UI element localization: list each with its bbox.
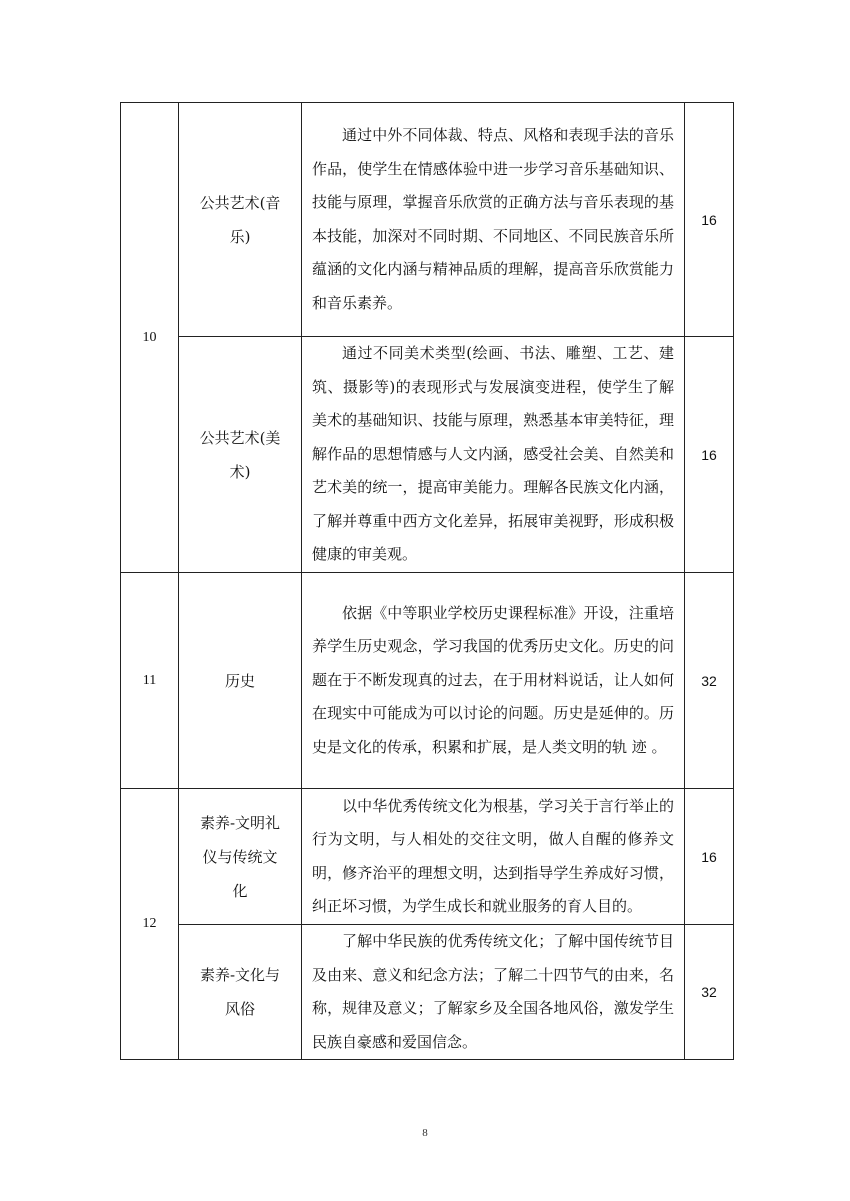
row-number: 12	[121, 789, 179, 1060]
course-hours: 32	[685, 925, 734, 1060]
course-description	[302, 789, 685, 925]
course-description-text: 了解中华民族的优秀传统文化；了解中国传统节目及由来、意义和纪念方法；了解二十四节气的由来，名称，规律及意义；了解家乡及全国各地风俗，激发学生民族自豪感和爱国信念。	[312, 932, 674, 1051]
row-number: 11	[121, 573, 179, 789]
course-name-text: 公共艺术(音乐)	[199, 193, 281, 246]
row-number: 10	[121, 103, 179, 573]
table-row	[121, 103, 734, 337]
course-name-text: 素养-文化与风俗	[199, 966, 281, 1018]
page-number: 8	[422, 1127, 428, 1139]
course-hours: 16	[685, 789, 734, 925]
course-name	[179, 925, 302, 1060]
course-description-text: 通过中外不同体裁、特点、风格和表现手法的音乐作品，使学生在情感体验中进一步学习音乐基础知识、技能与原理，掌握音乐欣赏的正确方法与音乐表现的基本技能，加深对不同时期、不同地区、不同民族音乐所蕴涵的文化内涵与精神品质的理解，提高音乐欣赏能力和音乐素养。	[312, 126, 674, 312]
table-row	[121, 337, 734, 573]
course-name	[179, 789, 302, 925]
table-row	[121, 573, 734, 789]
course-hours: 32	[685, 573, 734, 789]
table-row	[121, 789, 734, 925]
course-description	[302, 925, 685, 1060]
course-name	[179, 103, 302, 337]
course-hours: 16	[685, 103, 734, 337]
course-description	[302, 337, 685, 573]
course-name	[179, 337, 302, 573]
course-name-text: 公共艺术(美术)	[199, 428, 281, 481]
table-row	[121, 925, 734, 1060]
course-description-text: 依据《中等职业学校历史课程标准》开设，注重培养学生历史观念，学习我国的优秀历史文化。历史的问题在于不断发现真的过去，在于用材料说话，让人如何在现实中可能成为可以讨论的问题。历史是延伸的。历史是文化的传承，积累和扩展，是人类文明的轨 迹 。	[312, 603, 674, 756]
course-name-text: 历史	[224, 671, 255, 690]
course-table	[120, 102, 734, 1060]
course-description	[302, 103, 685, 337]
course-description-text: 通过不同美术类型(绘画、书法、雕塑、工艺、建筑、摄影等)的表现形式与发展演变进程，使学生了解美术的基础知识、技能与原理，熟悉基本审美特征，理解作品的思想情感与人文内涵，感受社会美、自然美和艺术美的统一，提高审美能力。理解各民族文化内涵，了解并尊重中西方文化差异，拓展审美视野，形成积极健康的审美观。	[312, 344, 674, 564]
course-description	[302, 573, 685, 789]
course-name	[179, 573, 302, 789]
course-hours: 16	[685, 337, 734, 573]
course-description-text: 以中华优秀传统文化为根基，学习关于言行举止的行为文明，与人相处的交往文明，做人自醒的修养文明，修齐治平的理想文明，达到指导学生养成好习惯，纠正坏习惯，为学生成长和就业服务的育人目的。	[312, 796, 674, 915]
course-name-text: 素养-文明礼仪与传统文化	[199, 813, 281, 900]
